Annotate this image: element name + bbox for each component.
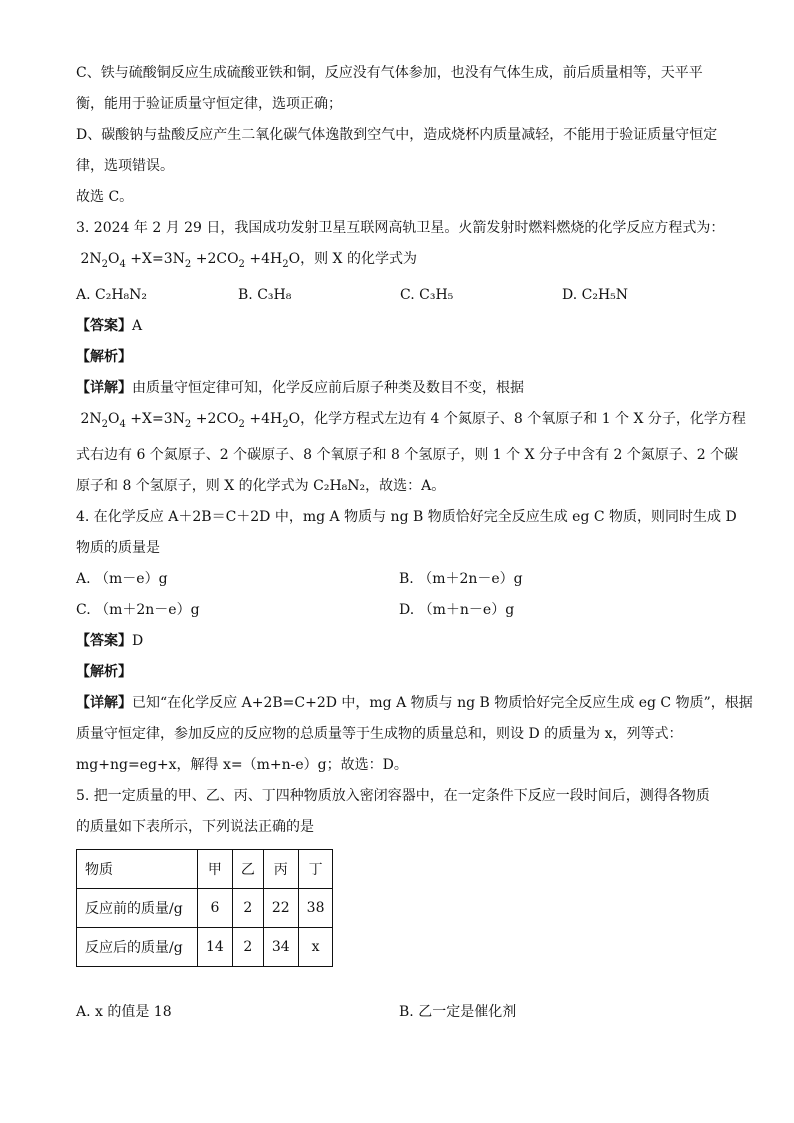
q3-detail-line2: [76, 404, 746, 440]
table-cell: 反应前的质量/g: [77, 888, 198, 927]
q4-options-row2: [76, 595, 726, 626]
q4-detail-line1: [76, 688, 753, 719]
q3-detail-line4: 原子和 8 个氢原子，则 X 的化学式为 C₂H₈N₂，故选：A。: [76, 477, 446, 494]
q4-option-b: B. （m＋2n－e）g: [399, 570, 523, 587]
q3-equation-line: [76, 244, 726, 280]
q4-option-c: C. （m＋2n－e）g: [76, 601, 200, 618]
table-cell: x: [298, 927, 333, 966]
q3-option-a: A. C₂H₈N₂: [76, 286, 148, 303]
table-cell: 14: [198, 927, 233, 966]
q4-analysis-label: 【解析】: [76, 663, 132, 680]
q3-option-d: D. C₂H₅N: [562, 286, 629, 303]
table-cell: 2: [232, 888, 263, 927]
table-cell: 22: [263, 888, 298, 927]
q4-stem-line1: 4. 在化学反应 A＋2B＝C＋2D 中，mg A 物质与 ng B 物质恰好完全反应生成 eg C 物质，则同时生成 D: [76, 508, 737, 525]
table-cell: 反应后的质量/g: [77, 927, 198, 966]
table-cell: 6: [198, 888, 233, 927]
q4-option-d: D. （m＋n－e）g: [399, 601, 515, 618]
table-row: [77, 888, 333, 927]
table-cell: 物质: [77, 849, 198, 888]
q5-options-row1: [76, 997, 726, 1028]
q3-analysis-label: 【解析】: [76, 348, 132, 365]
table-cell: 丁: [298, 849, 333, 888]
conclusion-line: 故选 C。: [76, 189, 134, 205]
q3-answer: [76, 311, 726, 342]
q5-mass-table: [76, 849, 333, 967]
q5-option-b: B. 乙一定是催化剂: [399, 1003, 517, 1020]
table-cell: 38: [298, 888, 333, 927]
answer-value: D: [132, 632, 144, 649]
option-c-explanation-line1: C、铁与硫酸铜反应生成硫酸亚铁和铜，反应没有气体参加，也没有气体生成，前后质量相等，天平平: [76, 65, 703, 81]
answer-label: 【答案】: [76, 632, 132, 649]
table-cell: 2: [232, 927, 263, 966]
q4-detail-line3: mg+ng=eg+x，解得 x=（m+n-e）g；故选：D。: [76, 756, 408, 773]
detail-text: 已知“在化学反应 A+2B=C+2D 中，mg A 物质与 ng B 物质恰好完全反应生成 eg C 物质”，根据: [132, 694, 753, 711]
q5-stem-line2: 的质量如下表所示，下列说法正确的是: [76, 818, 314, 835]
q4-options-row1: [76, 564, 726, 595]
answer-value: A: [132, 317, 143, 334]
q5-stem-line1: 5. 把一定质量的甲、乙、丙、丁四种物质放入密闭容器中，在一定条件下反应一段时间后，测得各物质: [76, 787, 710, 804]
option-c-explanation-line2: 衡，能用于验证质量守恒定律，选项正确；: [76, 96, 342, 112]
table-cell: 乙: [232, 849, 263, 888]
q4-option-a: A. （m－e）g: [76, 570, 168, 587]
q3-equation-suffix: ，则 X 的化学式为: [300, 251, 417, 267]
table-header-row: [77, 849, 333, 888]
q5-option-a: A. x 的值是 18: [76, 1003, 172, 1020]
q3-stem: 3. 2024 年 2 月 29 日，我国成功发射卫星互联网高轨卫星。火箭发射时燃料燃烧的化学反应方程式为：: [76, 220, 725, 236]
q3-detail-line3: 式右边有 6 个氮原子、2 个碳原子、8 个氧原子和 8 个氢原子，则 1 个 X 分子中含有 2 个氮原子、2 个碳: [76, 446, 739, 463]
q4-answer: [76, 626, 726, 657]
detail-label: 【详解】: [76, 694, 132, 711]
spacer: [76, 967, 726, 997]
table-cell: 34: [263, 927, 298, 966]
q3-option-c: C. C₃H₅: [400, 286, 454, 303]
option-d-explanation-line2: 律，选项错误。: [76, 158, 174, 174]
q3-equation-repeat: $2N_2O_4 +X=3N_2 +2CO_2 +4H_2O$: [76, 410, 301, 430]
answer-label: 【答案】: [76, 317, 132, 334]
document-page: [76, 58, 753, 1028]
q3-equation: $2N_2O_4 +X=3N_2 +2CO_2 +4H_2O$: [76, 251, 301, 270]
detail-text: ，化学方程式左边有 4 个氮原子、8 个氧原子和 1 个 X 分子，化学方程: [300, 410, 746, 427]
table-cell: 丙: [263, 849, 298, 888]
option-d-explanation-line1: D、碳酸钠与盐酸反应产生二氧化碳气体逸散到空气中，造成烧杯内质量减轻，不能用于验证质量守恒定: [76, 127, 718, 143]
q4-stem-line2: 物质的质量是: [76, 539, 160, 556]
q4-detail-line2: 质量守恒定律，参加反应的反应物的总质量等于生成物的质量总和，则设 D 的质量为 x，列等式：: [76, 725, 683, 742]
detail-label: 【详解】: [76, 379, 132, 396]
q3-detail-line1: [76, 373, 726, 404]
q3-options: [76, 280, 726, 311]
q3-option-b: B. C₃H₈: [238, 286, 292, 303]
detail-text: 由质量守恒定律可知，化学反应前后原子种类及数目不变，根据: [132, 379, 524, 396]
table-row: [77, 927, 333, 966]
table-cell: 甲: [198, 849, 233, 888]
